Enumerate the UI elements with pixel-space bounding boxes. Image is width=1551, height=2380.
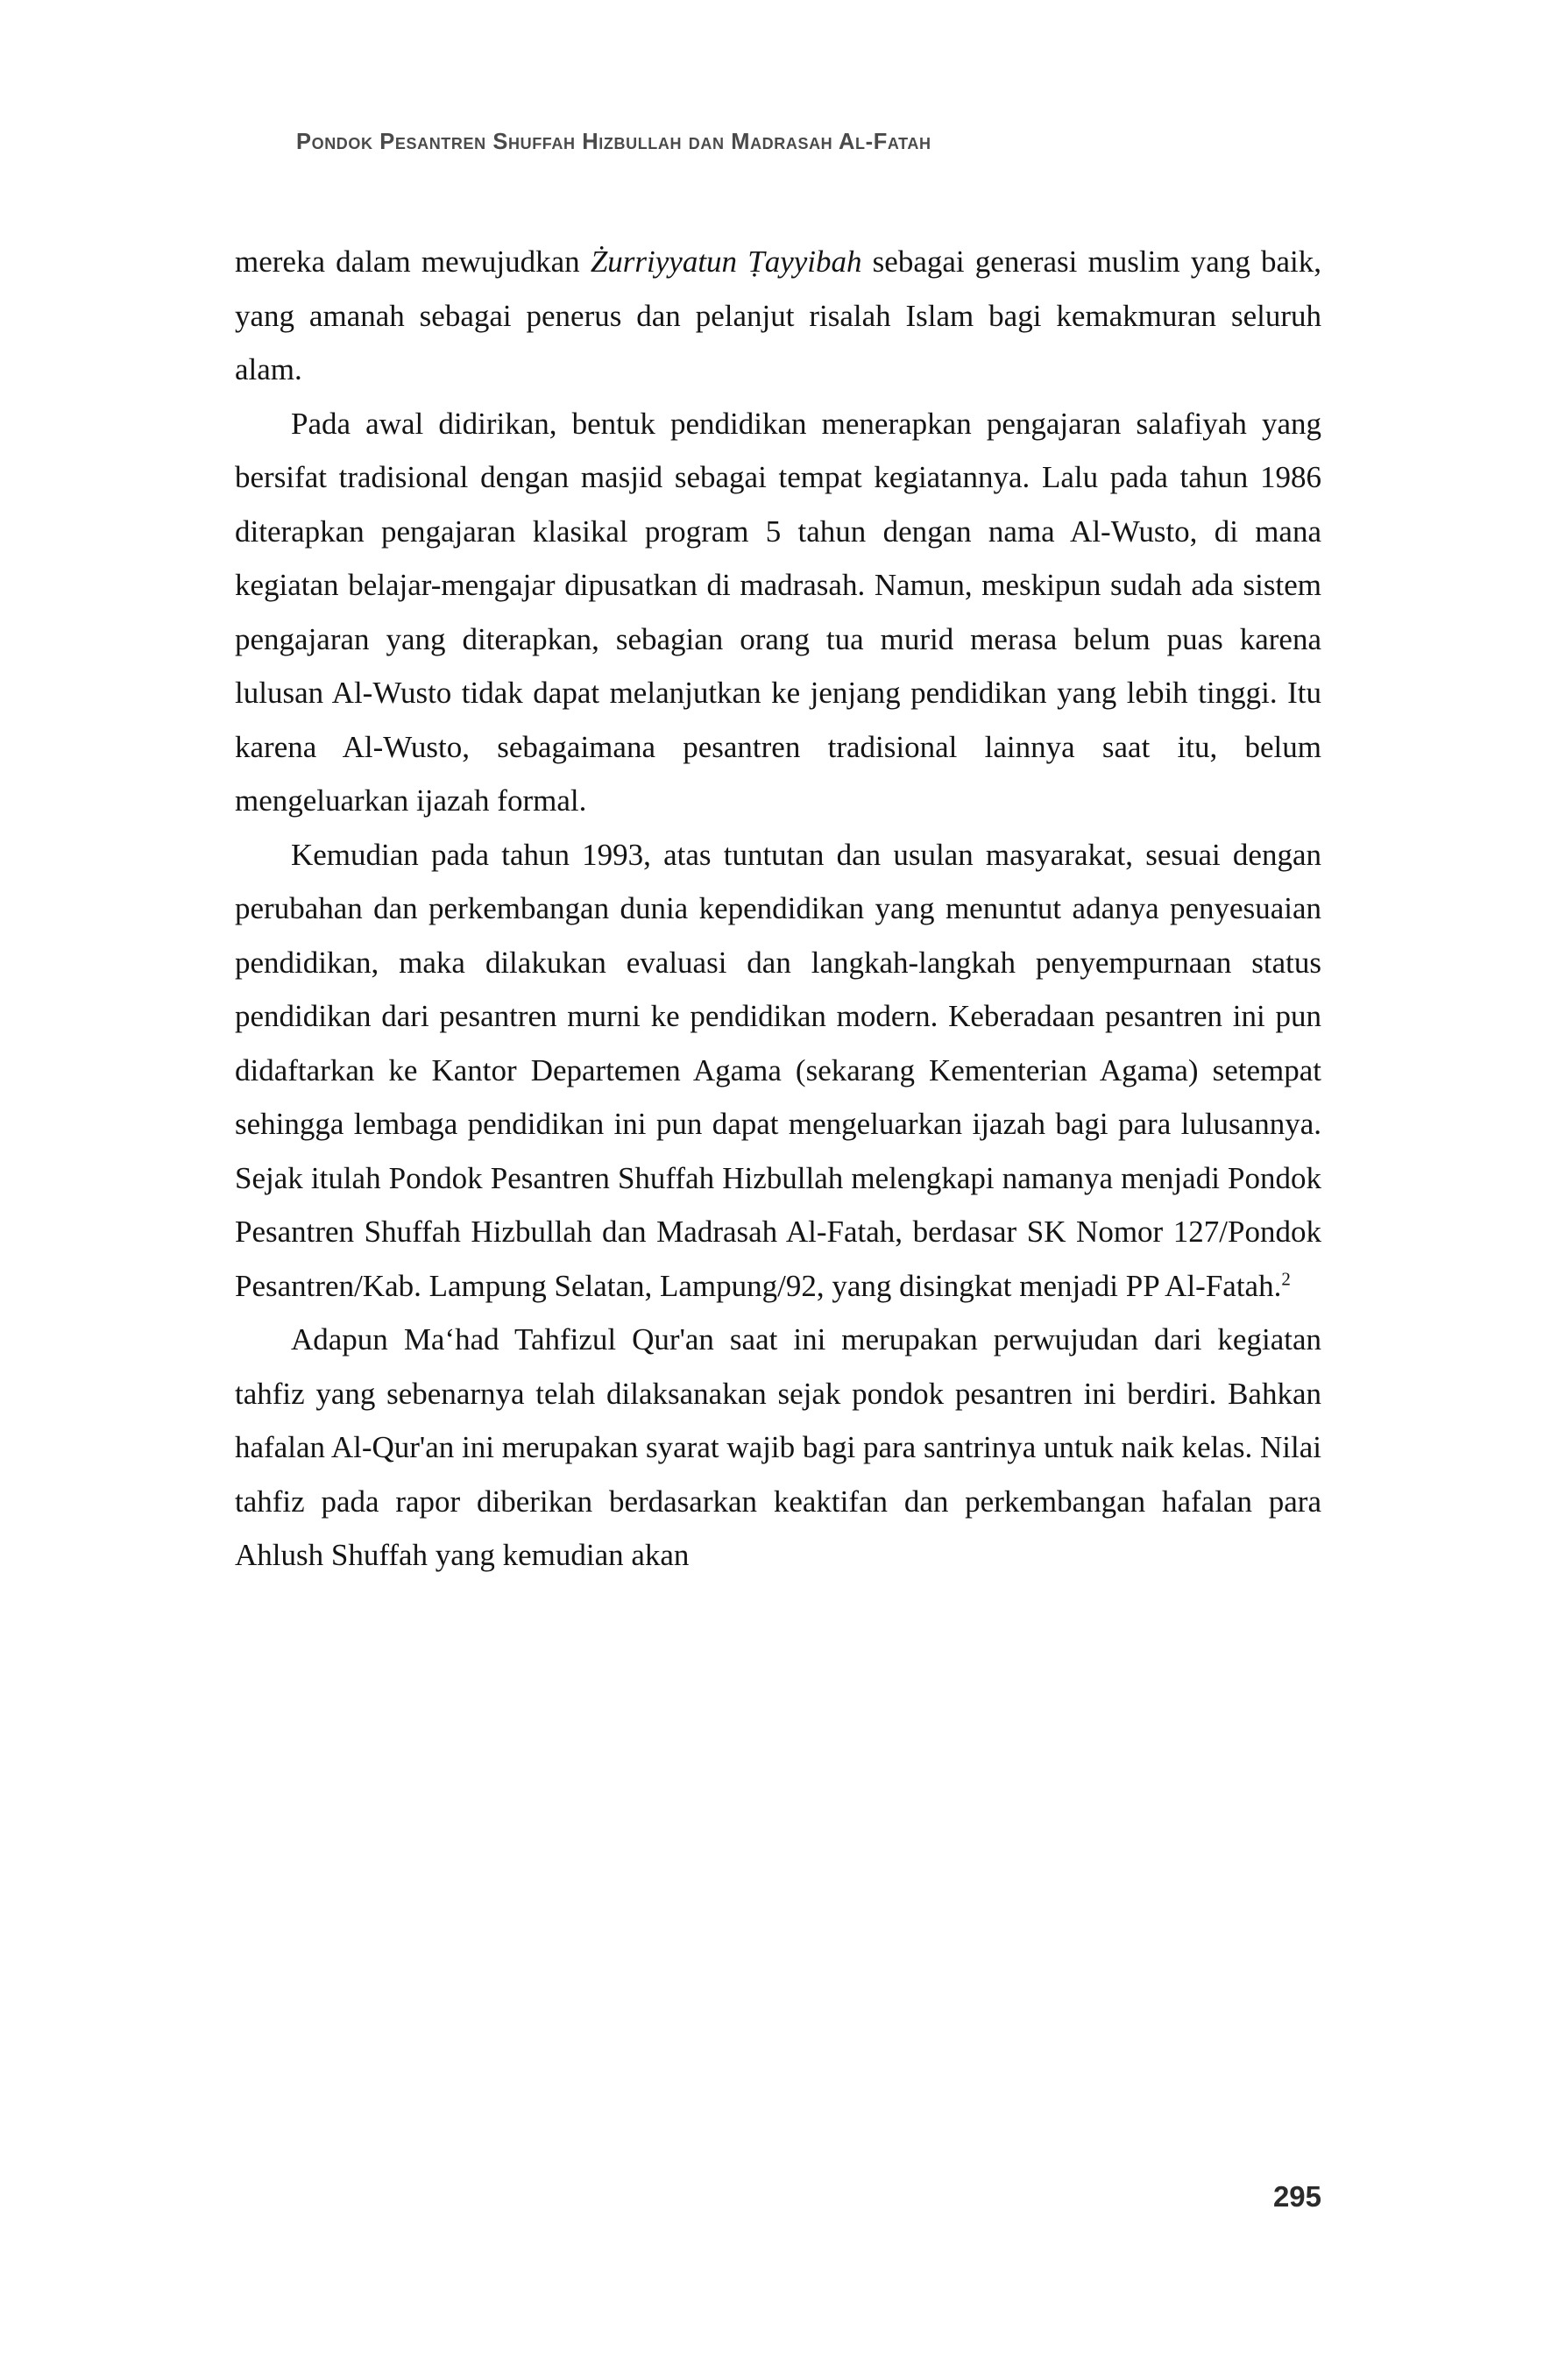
body-text-column (235, 235, 1321, 1583)
paragraph-1-italic-term: Żurriyyatun Ṭayyibah (590, 244, 862, 279)
paragraph-3 (235, 828, 1321, 1314)
running-head: Pondok Pesantren Shuffah Hizbullah dan Madrasah Al-Fatah (296, 130, 931, 154)
paragraph-1-lead: mereka dalam mewujudkan (235, 244, 591, 279)
paragraph-2: Pada awal didirikan, bentuk pendidikan menerapkan pengajaran salafiyah yang bersifat tradisional dengan masjid sebagai tempat kegiatannya. Lalu pada tahun 1986 diterapkan pengajaran klasikal program 5 tahun dengan nama Al-Wusto, di mana kegiatan belajar-mengajar dipusatkan di madrasah. Namun, meskipun sudah ada sistem pengajaran yang diterapkan, sebagian orang tua murid merasa belum puas karena lulusan Al-Wusto tidak dapat melanjutkan ke jenjang pendidikan yang lebih tinggi. Itu karena Al-Wusto, sebagaimana pesantren tradisional lainnya saat itu, belum mengeluarkan ijazah formal. (235, 406, 1321, 818)
paragraph-1 (235, 235, 1321, 397)
paragraph-3-text: Kemudian pada tahun 1993, atas tuntutan dan usulan masyarakat, sesuai dengan perubahan dan perkembangan dunia kependidikan yang menuntut adanya penyesuaian pendidikan, maka dilakukan evaluasi dan langkah-langkah penyempurnaan status pendidikan dari pesantren murni ke pendidikan modern. Keberadaan pesantren ini pun didaftarkan ke Kantor Departemen Agama (sekarang Kementerian Agama) setempat sehingga lembaga pendidikan ini pun dapat mengeluarkan ijazah bagi para lulusannya. Sejak itulah Pondok Pesantren Shuffah Hizbullah melengkapi namanya menjadi Pondok Pesantren Shuffah Hizbullah dan Madrasah Al-Fatah, berdasar SK Nomor 127/Pondok Pesantren/Kab. Lampung Selatan, Lampung/92, yang disingkat menjadi PP Al-Fatah. (235, 837, 1321, 1303)
footnote-marker: 2 (1281, 1267, 1291, 1289)
page-number: 295 (1272, 2180, 1321, 2213)
paragraph-1-tail: sebagai generasi muslim yang baik, yang amanah sebagai penerus dan pelanjut risalah Islam bagi kemakmuran seluruh alam. (235, 244, 1321, 386)
paragraph-4: Adapun Ma‘had Tahfizul Qur'an saat ini merupakan perwujudan dari kegiatan tahfiz yang sebenarnya telah dilaksanakan sejak pondok pesantren ini berdiri. Bahkan hafalan Al-Qur'an ini merupakan syarat wajib bagi para santrinya untuk naik kelas. Nilai tahfiz pada rapor diberikan berdasarkan keaktifan dan perkembangan hafalan para Ahlush Shuffah yang kemudian akan (235, 1322, 1321, 1572)
